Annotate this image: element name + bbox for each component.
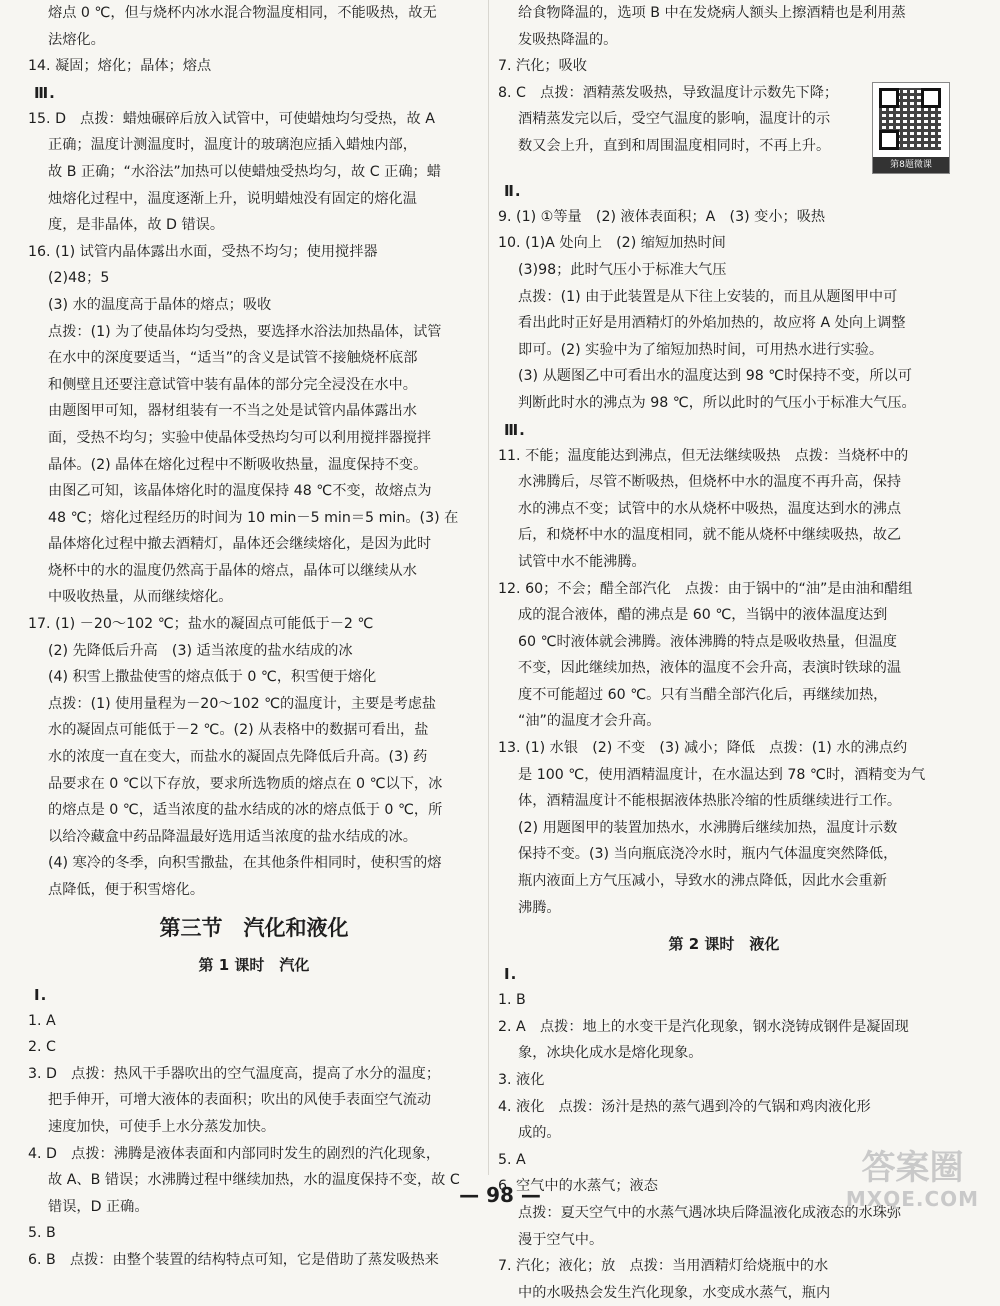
text-line: (2)48；5 — [48, 270, 110, 287]
text-line: 水的凝固点可能低于－2 ℃。(2) 从表格中的数据可看出，盐 — [48, 722, 429, 739]
text-line: (3) 水的温度高于晶体的熔点；吸收 — [48, 296, 272, 313]
text-line: 即可。(2) 实验中为了缩短加热时间，可用热水进行实验。 — [518, 341, 884, 358]
text-line: 7. 汽化；液化；放 点拨：当用酒精灯给烧瓶中的水 — [498, 1258, 829, 1275]
answer-16 — [28, 239, 480, 611]
text-line: 不变，因此继续加热，液体的温度不会升高，表演时铁球的温 — [518, 660, 902, 677]
text-line: 成的混合液体，醋的沸点是 60 ℃，当锅中的液体温度达到 — [518, 607, 888, 624]
text-line: 度不可能超过 60 ℃。只有当醋全部汽化后，再继续加热， — [518, 686, 888, 703]
text-line: (2) 先降低后升高 (3) 适当浓度的盐水结成的冰 — [48, 642, 353, 659]
text-line: 4. 液化 点拨：汤汁是热的蒸气遇到冷的气锅和鸡肉液化形 — [498, 1098, 871, 1115]
answer-2: 2. C — [28, 1039, 56, 1056]
level-marker: Ⅱ. — [504, 181, 522, 200]
page-number: — 98 — — [459, 1183, 541, 1207]
text-line: 16. (1) 试管内晶体露出水面，受热不均匀；使用搅拌器 — [28, 243, 378, 260]
text-line: 水的沸点不变；试管中的水从烧杯中吸热，温度达到水的沸点 — [518, 500, 902, 517]
text-line: “油”的温度才会升高。 — [518, 713, 661, 730]
text-line: 2. A 点拨：地上的水变干是汽化现象，钢水浇铸成钢件是凝固现 — [498, 1018, 909, 1035]
text-line: 17. (1) －20～102 ℃；盐水的凝固点可能低于－2 ℃ — [28, 616, 374, 633]
answer-4 — [498, 1094, 950, 1147]
text-line: 错误，D 正确。 — [48, 1198, 149, 1215]
text-line: 12. 60；不会；醋全部汽化 点拨：由于锅中的“油”是由油和醋组 — [498, 580, 913, 597]
text-line: 数又会上升，直到和周围温度相同时，不再上升。 — [518, 137, 831, 154]
lesson-title: 第 1 课时 汽化 — [198, 955, 310, 974]
text-line: 发吸热降温的。 — [518, 31, 618, 48]
text-line: 中吸收热量，从而继续熔化。 — [48, 589, 233, 606]
answer-8 — [498, 80, 950, 170]
qr-finder — [879, 130, 899, 150]
column-divider — [488, 0, 489, 1175]
text-line: 度，是非晶体，故 D 错误。 — [48, 217, 225, 234]
text-line: 面，受热不均匀；实验中使晶体受热均匀可以利用搅拌器搅拌 — [48, 429, 432, 446]
answer-1: 1. B — [498, 992, 526, 1009]
text-line: 的熔点是 0 ℃，适当浓度的盐水结成的冰的熔点低于 0 ℃，所 — [48, 802, 443, 819]
qr-finder — [921, 88, 941, 108]
text-line: 水沸腾后，尽管不断吸热，但烧杯中水的温度不再升高，保持 — [518, 474, 902, 491]
answer-13 — [498, 735, 950, 921]
text-line: 故 B 正确；“水浴法”加热可以使蜡烛受热均匀，故 C 正确；蜡 — [48, 163, 441, 180]
text-line: 由图乙可知，该晶体熔化时的温度保持 48 ℃不变，故熔点为 — [48, 483, 432, 500]
text-line: 漫于空气中。 — [518, 1231, 604, 1248]
text-line: 60 ℃时液体就会沸腾。液体沸腾的特点是吸收热量，但温度 — [518, 633, 897, 650]
text-line: 酒精蒸发完以后，受空气温度的影响，温度计的示 — [518, 111, 831, 128]
level-marker: Ⅲ. — [504, 420, 526, 439]
answer-15 — [28, 106, 480, 239]
text-line: 11. 不能；温度能达到沸点，但无法继续吸热 点拨：当烧杯中的 — [498, 447, 909, 464]
section-title: 第三节 汽化和液化 — [159, 915, 349, 940]
answer-5: 5. A — [498, 1151, 526, 1168]
text-line: 判断此时水的沸点为 98 ℃，所以此时的气压小于标准大气压。 — [518, 394, 916, 411]
qr-caption: 第8题微课 — [873, 157, 949, 173]
text-line: 烛熔化过程中，温度逐渐上升，说明蜡烛没有固定的熔化温 — [48, 190, 417, 207]
text-line: 由题图甲可知，器材组装有一不当之处是试管内晶体露出水 — [48, 403, 417, 420]
text-line: 后，和烧杯中水的温度相同，就不能从烧杯中继续吸热，故乙 — [518, 527, 902, 544]
text-line: 瓶内液面上方气压减小，导致水的沸点降低，因此水会重新 — [518, 873, 887, 890]
text-line: 象，冰块化成水是熔化现象。 — [518, 1045, 703, 1062]
text-line: 15. D 点拨：蜡烛碾碎后放入试管中，可使蜡烛均匀受热，故 A — [28, 110, 435, 127]
left-column — [28, 0, 480, 1274]
text-line: 法熔化。 — [48, 31, 105, 48]
text-line: 熔点 0 ℃，但与烧杯内冰水混合物温度相同，不能吸热，故无 — [48, 5, 437, 21]
text-line: 试管中水不能沸腾。 — [518, 553, 646, 570]
text-line: 速度加快，可使手上水分蒸发加快。 — [48, 1118, 276, 1135]
answer-4 — [28, 1141, 480, 1221]
text-line: 点拨：(1) 使用量程为－20～102 ℃的温度计，主要是考虑盐 — [48, 695, 437, 712]
text-line: (4) 积雪上撒盐使雪的熔点低于 0 ℃，积雪便于熔化 — [48, 669, 377, 686]
level-marker: Ⅰ. — [34, 985, 48, 1004]
text-line: 烧杯中的水的温度仍然高于晶体的熔点，晶体可以继续从水 — [48, 562, 417, 579]
text-line: 成的。 — [518, 1125, 561, 1142]
answer-3: 3. 液化 — [498, 1072, 545, 1088]
level-marker: Ⅰ. — [504, 965, 518, 984]
text-line: 4. D 点拨：沸腾是液体表面和内部同时发生的剧烈的汽化现象， — [28, 1145, 441, 1162]
answer-1: 1. A — [28, 1012, 56, 1029]
text-line: (3) 从题图乙中可看出水的温度达到 98 ℃时保持不变，所以可 — [518, 368, 912, 385]
text-line: 3. D 点拨：热风干手器吹出的空气温度高，提高了水分的温度； — [28, 1065, 441, 1082]
text-line: 6. 空气中的水蒸气；液态 — [498, 1178, 658, 1195]
text-line: 和侧壁且还要注意试管中装有晶体的部分完全浸没在水中。 — [48, 376, 417, 393]
text-line: 看出此时正好是用酒精灯的外焰加热的，故应将 A 处向上调整 — [518, 315, 906, 332]
text-line: 保持不变。(3) 当向瓶底浇冷水时，瓶内气体温度突然降低， — [518, 846, 898, 863]
answer-2 — [498, 1014, 950, 1067]
text-line: 在水中的深度要适当，“适当”的含义是试管不接触烧杯底部 — [48, 350, 418, 367]
answer-12 — [498, 576, 950, 736]
watermark-logo-text: 答案圈 — [861, 1148, 964, 1188]
answer-9: 9. (1) ①等量 (2) 液体表面积；A (3) 变小；吸热 — [498, 208, 826, 225]
text-line: 给食物降温的，选项 B 中在发烧病人额头上擦酒精也是利用蒸 — [518, 5, 906, 21]
level-marker: Ⅲ. — [34, 83, 56, 102]
text-line: 水的浓度一直在变大，而盐水的凝固点先降低后升高。(3) 药 — [48, 749, 428, 766]
answer-7: 7. 汽化；吸收 — [498, 58, 587, 75]
text-line: 10. (1)A 处向上 (2) 缩短加热时间 — [498, 235, 726, 252]
text-line: 品要求在 0 ℃以下存放，要求所选物质的熔点在 0 ℃以下，冰 — [48, 775, 443, 792]
qr-finder — [879, 88, 899, 108]
answer-7 — [498, 1253, 950, 1306]
text-line: 48 ℃；熔化过程经历的时间为 10 min－5 min＝5 min。(3) 在 — [48, 509, 459, 526]
answer-3 — [28, 1061, 480, 1141]
text-line: 点拨：(1) 为了使晶体均匀受热，要选择水浴法加热晶体，试管 — [48, 323, 442, 340]
answer-14: 14. 凝固；熔化；晶体；熔点 — [28, 58, 212, 75]
text-line: 晶体熔化过程中撤去酒精灯，晶体还会继续熔化，是因为此时 — [48, 536, 432, 553]
answer-10 — [498, 230, 950, 416]
qr-code[interactable] — [872, 82, 950, 174]
text-line: 13. (1) 水银 (2) 不变 (3) 减小；降低 点拨：(1) 水的沸点约 — [498, 740, 908, 757]
text-line: 沸腾。 — [518, 899, 561, 916]
text-line: 8. C 点拨：酒精蒸发吸热，导致温度计示数先下降； — [498, 84, 839, 101]
text-line: 点拨：夏天空气中的水蒸气遇冰块后降温液化成液态的水珠弥 — [518, 1204, 902, 1221]
answer-17 — [28, 611, 480, 904]
text-line: 把手伸开，可增大液体的表面积；吹出的风使手表面空气流动 — [48, 1092, 432, 1109]
answer-6: 6. B 点拨：由整个装置的结构特点可知，它是借助了蒸发吸热来 — [28, 1251, 439, 1268]
text-line: (3)98；此时气压小于标准大气压 — [518, 261, 727, 278]
text-line: 中的水吸热会发生汽化现象，水变成水蒸气，瓶内 — [518, 1284, 831, 1301]
answer-5: 5. B — [28, 1225, 56, 1242]
lesson-title: 第 2 课时 液化 — [668, 935, 780, 954]
text-line: 正确；温度计测温度时，温度计的玻璃泡应插入蜡烛内部， — [48, 137, 417, 154]
site-watermark — [830, 1148, 995, 1214]
text-line: 点降低，便于积雪熔化。 — [48, 882, 205, 898]
answer-11 — [498, 443, 950, 576]
watermark-url: MXQE.COM — [845, 1187, 980, 1211]
text-line: 以给冷藏盒中药品降温最好选用适当浓度的盐水结成的冰。 — [48, 828, 417, 845]
text-line: (2) 用题图甲的装置加热水，水沸腾后继续加热，温度计示数 — [518, 819, 898, 836]
text-line: 体，酒精温度计不能根据液体热胀冷缩的性质继续进行工作。 — [518, 793, 902, 810]
text-line: 故 A、B 错误；水沸腾过程中继续加热，水的温度保持不变，故 C — [48, 1172, 460, 1189]
text-line: 是 100 ℃，使用酒精温度计，在水温达到 78 ℃时，酒精变为气 — [518, 766, 926, 783]
text-line: 晶体。(2) 晶体在熔化过程中不断吸收热量，温度保持不变。 — [48, 456, 428, 473]
text-line: (4) 寒冷的冬季，向积雪撒盐，在其他条件相同时，使积雪的熔 — [48, 855, 442, 872]
right-column — [498, 0, 950, 1306]
text-line: 点拨：(1) 由于此装置是从下往上安装的，而且从题图甲中可 — [518, 288, 898, 305]
